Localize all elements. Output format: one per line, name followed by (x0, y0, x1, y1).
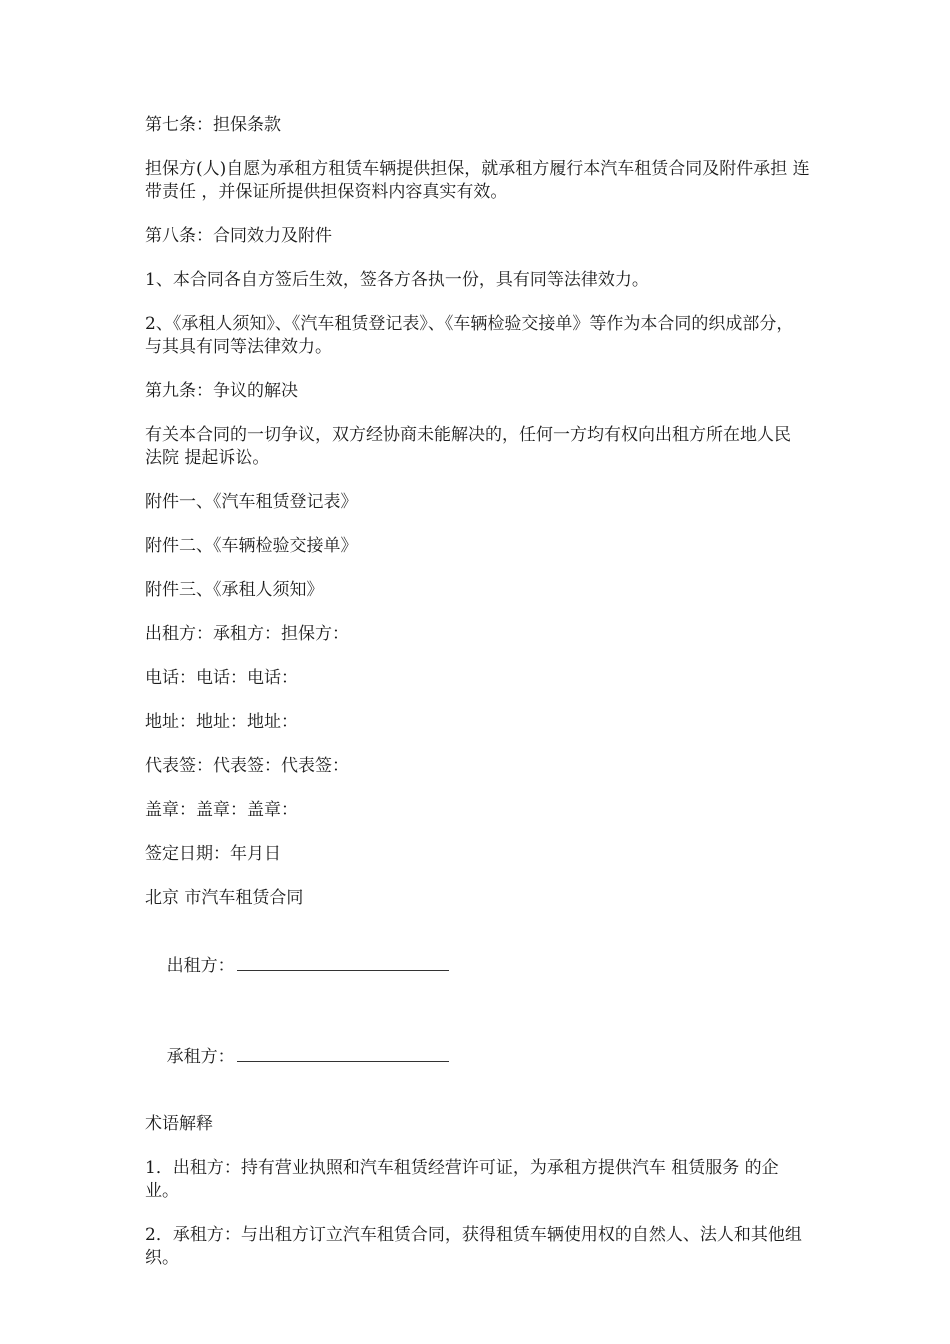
attachment-1: 附件一、《汽车租赁登记表》 (145, 492, 358, 512)
term-lessor: 1．出租方：持有营业执照和汽车租赁经营许可证，为承租方提供汽车 租赁服务 的企业。 (145, 1158, 779, 1201)
article-7-heading: 第七条：担保条款 (145, 115, 281, 135)
article-7-text: 担保方(人)自愿为承租方租赁车辆提供担保，就承租方履行本汽车租赁合同及附件承担 连带责任 ，并保证所提供担保资料内容真实有效。 (145, 159, 810, 202)
article-8-heading: 第八条：合同效力及附件 (145, 226, 332, 246)
lessee-label: 承租方： (166, 1047, 235, 1067)
lessor-label: 出租方： (166, 956, 235, 976)
article-9-text: 有关本合同的一切争议，双方经协商未能解决的，任何一方均有权向出租方所在地人民 法院 提起诉讼。 (145, 425, 797, 468)
attachment-3: 附件三、《承租人须知》 (145, 580, 324, 600)
parties-line: 出租方：承租方：担保方： (145, 624, 349, 644)
representative-line: 代表签：代表签：代表签： (145, 756, 349, 776)
phone-line: 电话：电话：电话： (145, 668, 298, 688)
signing-date-line: 签定日期：年月日 (145, 844, 281, 864)
lessor-blank (237, 954, 449, 971)
terms-heading: 术语解释 (145, 1114, 213, 1134)
lessor-field (145, 931, 810, 1001)
attachment-2: 附件二、《车辆检验交接单》 (145, 536, 358, 556)
lessee-blank (237, 1045, 449, 1062)
term-lessee: 2．承租方：与出租方订立汽车租赁合同，获得租赁车辆使用权的自然人、法人和其他组织。 (145, 1225, 802, 1268)
address-line: 地址：地址：地址： (145, 712, 298, 732)
article-8-clause-2: 2、《承租人须知》、《汽车租赁登记表》、《车辆检验交接单》等作为本合同的织成部分，与其具有同等法律效力。 (145, 314, 794, 357)
lessee-field (145, 1022, 810, 1092)
contract-title: 北京 市汽车租赁合同 (145, 888, 304, 908)
article-8-clause-1: 1、本合同各自方签后生效，签各方各执一份，具有同等法律效力。 (145, 270, 649, 290)
article-9-heading: 第九条：争议的解决 (145, 381, 298, 401)
document-body (145, 114, 810, 1291)
seal-line: 盖章：盖章：盖章： (145, 800, 298, 820)
